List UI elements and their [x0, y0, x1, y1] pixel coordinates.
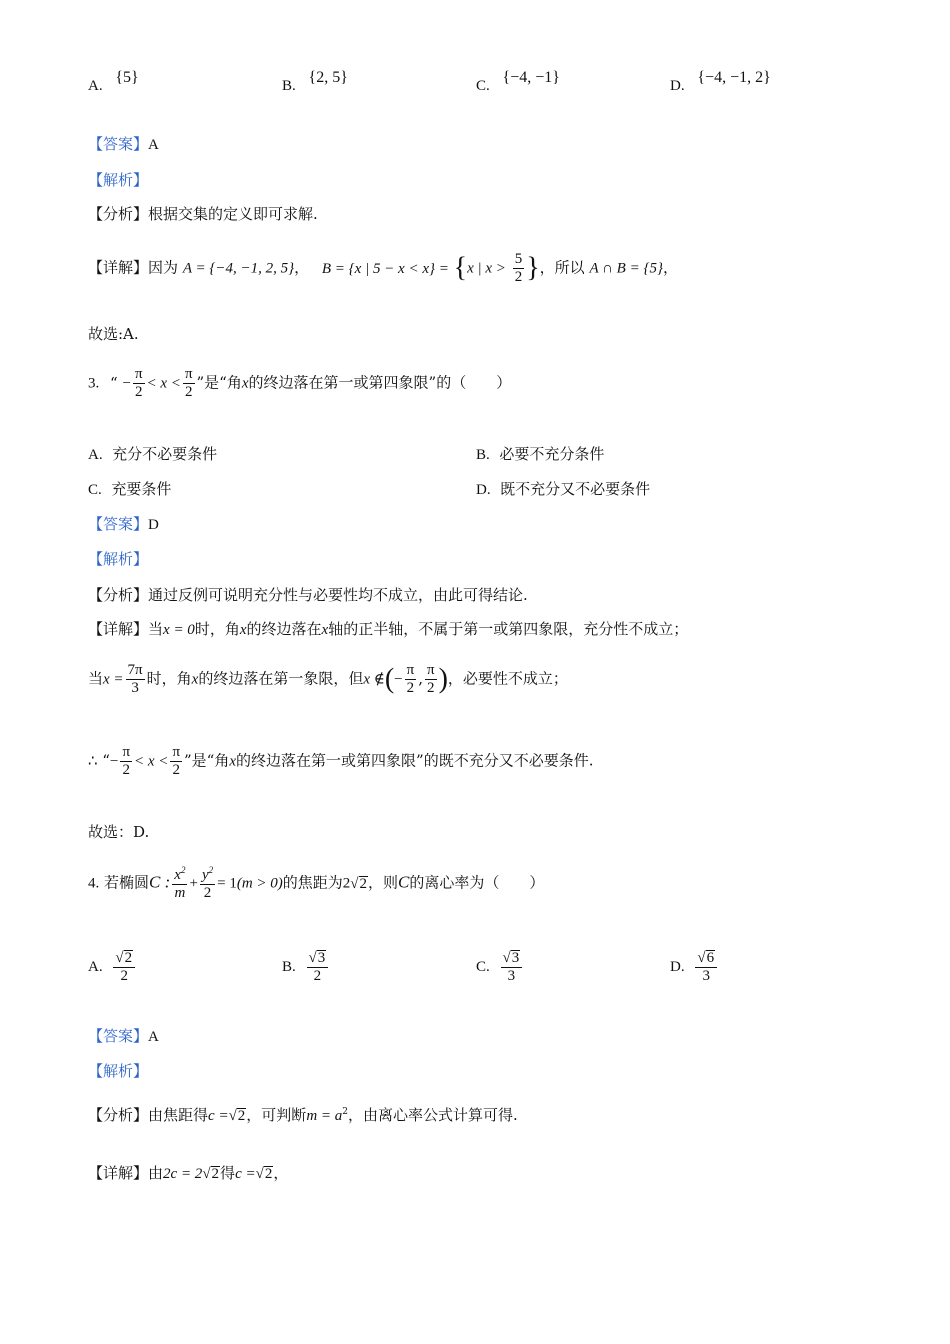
fraction-pi-2 [425, 663, 437, 696]
q2-option-c [476, 69, 560, 94]
var-x: x [239, 622, 247, 638]
radicand: 2 [264, 1166, 273, 1182]
q3-option-a [88, 447, 217, 463]
option-letter: B. [476, 447, 490, 463]
option-value: {2, 5} [308, 69, 348, 86]
frac-den: 2 [514, 269, 523, 285]
sqrt-2: √2 [202, 1166, 220, 1182]
equation: c = [208, 1108, 229, 1124]
radicand: 3 [511, 950, 520, 966]
radicand: 2 [211, 1166, 220, 1182]
radicand: 2 [359, 875, 368, 892]
answer-value: A [148, 1029, 159, 1045]
fenxi-text: 根据交集的定义即可求解. [148, 205, 318, 223]
q2-jiexi-tag: 【解析】 [88, 171, 149, 189]
option-value: {−4, −1, 2} [697, 69, 771, 86]
radicand: 2 [124, 950, 133, 966]
detail-text: 时，角 [194, 620, 240, 638]
detail-text: 的终边落在第一或第四象限”的既不充分又不必要条件. [236, 751, 594, 770]
inequality: < x < [134, 753, 169, 770]
option-text: 既不充分又不必要条件 [500, 480, 651, 498]
option-letter: A. [88, 447, 103, 463]
fenxi-text: ，可判断 [246, 1106, 307, 1124]
frac-den: 2 [122, 762, 130, 778]
option-text: 充分不必要条件 [112, 445, 218, 463]
option-fraction: $\frac{√6}{3}$ [695, 950, 717, 984]
frac-den: 2 [134, 384, 143, 400]
fraction-5-2 [513, 252, 525, 285]
option-letter: C. [476, 78, 490, 94]
intersection: A ∩ B = {5} [589, 260, 663, 277]
fraction-pi-2 [170, 745, 182, 778]
q3-answer [88, 517, 159, 533]
option-letter: D. [476, 482, 491, 498]
plus: + [189, 875, 198, 892]
sqrt-2: √2 [255, 1166, 273, 1182]
detail-text: 当 [88, 669, 104, 688]
detail-text: ”是“角 [184, 751, 230, 770]
detail-text: ∴ “ [88, 751, 110, 770]
detail-text: 时，角 [146, 669, 192, 688]
fraction-pi-2 [405, 663, 417, 696]
not-in: x ∉ [363, 671, 385, 688]
option-letter: A. [88, 78, 103, 94]
radicand: 3 [317, 950, 326, 966]
fenxi-tag: 【分析】 [88, 205, 149, 223]
fenxi-tag: 【分析】 [88, 1106, 149, 1124]
xiangjie-text: 得 [220, 1164, 236, 1182]
q2-conclusion: 故选:A. [88, 325, 139, 343]
frac-num: π [134, 366, 143, 382]
option-letter: B. [282, 959, 296, 975]
detail-text: 轴的正半轴，不属于第一或第四象限，充分性不成立； [328, 620, 689, 638]
equals-one: = 1 [217, 875, 237, 892]
option-fraction: $\frac{√3}{2}$ [307, 950, 329, 984]
equation: m = a [306, 1108, 343, 1124]
q3-stem [88, 367, 511, 400]
exponent: 2 [208, 865, 214, 875]
stem-text: 的终边落在第一或第四象限”的（ ） [248, 373, 512, 392]
fraction-pi-2 [120, 745, 132, 778]
q4-stem [88, 866, 544, 901]
radicand: 6 [706, 950, 715, 966]
frac-num: π [406, 662, 415, 678]
comma: ， [294, 258, 310, 277]
fraction-x2-m [172, 866, 187, 901]
xiangjie-text: 因为 [148, 258, 179, 277]
minus: − [122, 375, 131, 392]
q4-fenxi [88, 1108, 518, 1124]
fenxi-text: 通过反例可说明充分性与必要性均不成立，由此可得结论. [148, 586, 528, 604]
q3-option-c [88, 482, 171, 498]
stem-text: 的焦距为 [282, 873, 343, 892]
set-a: A = {−4, −1, 2, 5} [182, 260, 295, 277]
frac-den: 2 [120, 968, 128, 984]
q2-xiangjie [88, 252, 678, 285]
xiangjie-tag: 【详解】 [88, 1164, 149, 1182]
brace-open: { [453, 252, 468, 284]
equation: 2c = 2 [163, 1166, 203, 1182]
fraction-7pi-3 [126, 663, 145, 696]
xiangjie-tag: 【详解】 [88, 620, 149, 638]
q4-xiangjie [88, 1166, 288, 1182]
answer-tag: 【答案】 [88, 515, 149, 533]
question-number: 4. [88, 875, 100, 892]
q3-fenxi [88, 588, 528, 603]
fenxi-tag: 【分析】 [88, 586, 149, 604]
set-b-cond: x | x > [467, 260, 506, 277]
q2-option-a [88, 69, 139, 94]
equation: x = [103, 671, 124, 688]
frac-den: 2 [427, 680, 435, 696]
q3-jiexi-tag: 【解析】 [88, 550, 149, 568]
q4-option-c [476, 950, 524, 984]
xiangjie-tag: 【详解】 [88, 258, 149, 277]
frac-num: 7π [127, 662, 143, 678]
q3-option-d [476, 482, 650, 498]
set-b: B = {x | 5 − x < x} = [321, 260, 449, 277]
frac-den: 2 [203, 885, 212, 901]
option-fraction: $\frac{√2}{2}$ [113, 950, 135, 984]
comma: ， [273, 1164, 289, 1182]
option-text: 充要条件 [111, 480, 172, 498]
condition: (m > 0) [236, 875, 283, 892]
option-letter: D. [670, 78, 685, 94]
answer-tag: 【答案】 [88, 135, 149, 153]
var-x: x [174, 867, 181, 883]
sqrt-2: √2 [228, 1108, 246, 1124]
fraction-pi-2 [183, 367, 195, 400]
var-x: x [229, 753, 237, 770]
option-value: {−4, −1} [502, 69, 560, 86]
option-text: 必要不充分条件 [499, 445, 605, 463]
q2-option-d [670, 69, 771, 94]
radicand: 2 [237, 1108, 246, 1124]
equation: x = 0 [163, 622, 195, 638]
exponent: 2 [342, 1107, 349, 1117]
var-x: x [191, 671, 199, 688]
stem-text: 的离心率为（ ） [409, 873, 545, 892]
frac-num: π [122, 744, 131, 760]
option-fraction: $\frac{√3}{3}$ [501, 950, 523, 984]
frac-den: 3 [702, 968, 710, 984]
detail-text: 当 [148, 620, 164, 638]
question-number: 3. [88, 375, 100, 392]
q4-jiexi-tag: 【解析】 [88, 1062, 149, 1080]
fraction-pi-2 [133, 367, 145, 400]
var-y: y [201, 867, 209, 883]
q2-answer [88, 137, 159, 153]
option-letter: C. [88, 482, 102, 498]
stem-text: ”是“角 [196, 373, 242, 392]
fenxi-text: 由焦距得 [148, 1106, 209, 1124]
q3-detail-3 [88, 745, 593, 778]
q4-option-d [670, 950, 719, 984]
var-c: C [398, 872, 410, 892]
var-x: x [241, 375, 249, 392]
frac-num: π [172, 744, 181, 760]
frac-num: π [427, 662, 435, 678]
answer-tag: 【答案】 [88, 1027, 149, 1045]
option-letter: A. [88, 959, 103, 975]
minus: − [109, 753, 119, 770]
detail-text: 的终边落在第一象限，但 [198, 669, 364, 688]
frac-num: 5 [514, 251, 523, 267]
frac-num: π [184, 366, 193, 382]
q4-answer [88, 1029, 159, 1045]
var-x: x [321, 622, 329, 638]
exponent: 2 [180, 865, 186, 875]
sqrt-2: √2 [350, 875, 368, 892]
option-letter: B. [282, 78, 296, 94]
fraction-y2-2 [200, 866, 215, 901]
answer-value: D [148, 517, 159, 533]
option-letter: C. [476, 959, 490, 975]
frac-den: 2 [313, 968, 322, 984]
q3-option-b [476, 447, 604, 463]
frac-den: 3 [131, 680, 139, 696]
brace-close: } [526, 252, 540, 284]
fenxi-text: ，由离心率公式计算可得. [348, 1106, 518, 1124]
detail-text: ，必要性不成立； [447, 669, 568, 688]
xiangjie-text: 由 [148, 1164, 164, 1182]
coefficient: 2 [342, 875, 351, 892]
minus: − [394, 671, 403, 688]
ellipse-name: C : [149, 872, 171, 892]
frac-den: 2 [406, 680, 415, 696]
frac-den: 3 [507, 968, 516, 984]
q3-conclusion: 故选：D. [88, 823, 150, 841]
paren-open: ( [384, 663, 395, 695]
q4-option-a [88, 950, 137, 984]
answer-value: A [148, 137, 159, 153]
q4-option-b [282, 950, 330, 984]
paren-close: ) [438, 663, 448, 695]
option-letter: D. [670, 959, 685, 975]
inequality: < x < [146, 375, 181, 392]
var-m: m [174, 885, 186, 901]
stem-text: ，则 [368, 873, 399, 892]
q2-option-b [282, 69, 348, 94]
q3-detail-1 [88, 622, 688, 638]
comma: ， [662, 258, 678, 277]
frac-den: 2 [184, 384, 193, 400]
q2-fenxi [88, 207, 318, 222]
stem-text: 若椭圆 [104, 873, 150, 892]
equation: c = [235, 1166, 256, 1182]
q3-detail-2: 当x = $\frac{7\pi}{3}$ 时，角x的终边落在第一象限，但x ∉(− $\frac{\pi}{2}$ , $\frac{\pi}{2}$ )，必要性不成立； [88, 662, 568, 696]
detail-text: 的终边落在 [246, 620, 322, 638]
xiangjie-text: ，所以 [539, 258, 585, 277]
option-value: {5} [115, 69, 139, 86]
frac-den: 2 [172, 762, 180, 778]
quote: “ [110, 373, 118, 392]
